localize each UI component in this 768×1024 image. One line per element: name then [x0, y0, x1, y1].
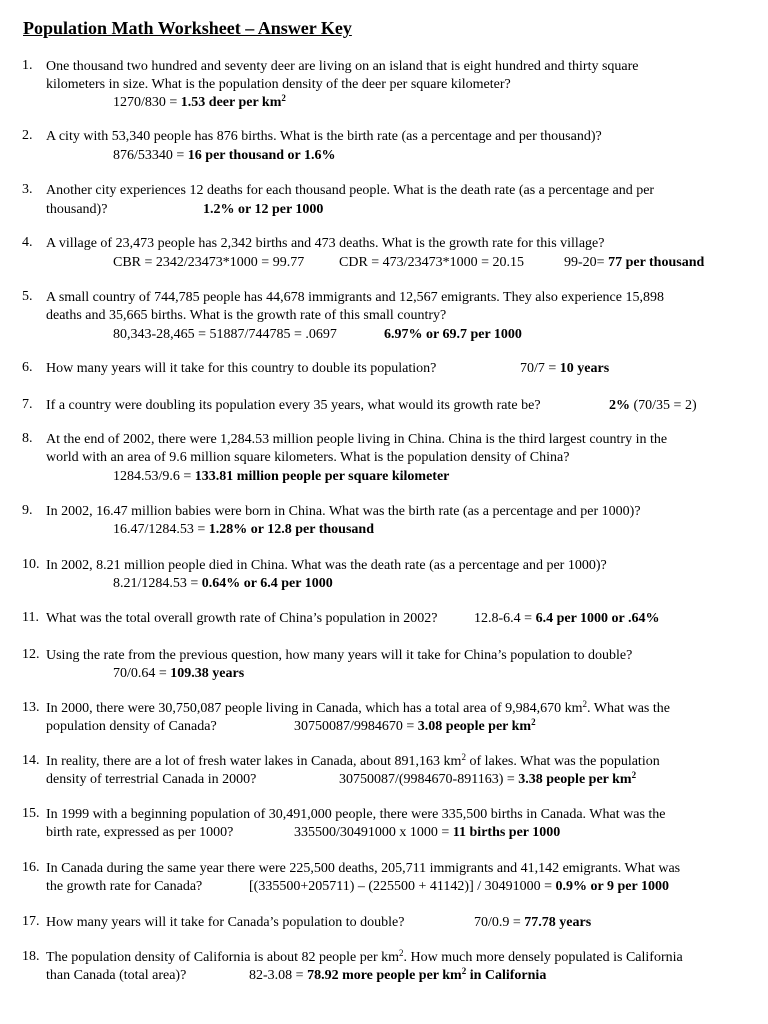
answer-line: [564, 254, 704, 272]
answer-line: [113, 575, 333, 593]
calculation: 82-3.08 =: [249, 968, 308, 983]
question-text: What was the total overall growth rate of China’s population in 2002?: [46, 611, 438, 626]
question-text: density of terrestrial Canada in 2000?: [46, 772, 257, 787]
question-text: Another city experiences 12 deaths for each thousand people. What is the death rate (as a percentage and per: [46, 183, 655, 198]
question-text: In reality, there are a lot of fresh water lakes in Canada, about 891,163 $km^2$ of lakes. What was the population: [46, 752, 660, 769]
calculation: 70/0.64 =: [113, 666, 171, 681]
question-number: 13.: [22, 700, 40, 715]
question-text: thousand)?: [46, 202, 108, 217]
answer: 77 per thousand: [608, 255, 705, 270]
question-number: 12.: [22, 647, 40, 662]
question-text: At the end of 2002, there were 1,284.53 million people living in China. China is the third largest country in the: [46, 432, 668, 447]
question-number: 15.: [22, 806, 40, 821]
answer: 16 per thousand or 1.6%: [187, 148, 336, 163]
answer-line: [113, 521, 374, 539]
answer-line: [113, 94, 286, 112]
page-title: Population Math Worksheet – Answer Key: [23, 18, 352, 38]
question-number: 16.: [22, 860, 40, 875]
answer-line: [249, 878, 669, 896]
superscript: 2: [281, 93, 286, 103]
question-number: 14.: [22, 753, 40, 768]
calculation: 30750087/(9984670-891163) =: [339, 772, 519, 787]
superscript: 2: [631, 770, 637, 780]
answer-line: [339, 771, 636, 789]
calculation: 876/53340 =: [113, 148, 188, 163]
question-text: Using the rate from the previous question, how many years will it take for China’s population to double?: [46, 648, 633, 663]
answer: 1.2% or 12 per 1000: [203, 202, 324, 217]
answer: 6.4 per 1000 or .64%: [535, 611, 660, 626]
superscript: 2: [399, 948, 404, 958]
question-text: A small country of 744,785 people has 44,678 immigrants and 12,567 emigrants. They also experience 15,898: [46, 290, 664, 305]
answer: 11 births per 1000: [452, 825, 561, 840]
calculation: 70/0.9 =: [474, 915, 525, 930]
question-number: 6.: [22, 360, 33, 375]
calculation: 1270/830 =: [113, 95, 181, 110]
calculation: 16.47/1284.53 =: [113, 522, 209, 537]
calculation: 30750087/9984670 =: [294, 719, 418, 734]
superscript: 2: [582, 699, 588, 709]
answer-line: [249, 967, 546, 985]
answer: 78.92 more people per $km^2$ in California: [307, 966, 547, 983]
answer: 77.78 years: [524, 915, 592, 930]
superscript: 2: [531, 717, 536, 727]
answer-line: [113, 147, 335, 165]
question-text: In Canada during the same year there were 225,500 deaths, 205,711 immigrants and 41,142 emigrants. What was: [46, 861, 681, 876]
calculation: 335500/30491000 x 1000 =: [294, 825, 453, 840]
answer: 3.38 people per $km^2$: [518, 770, 637, 787]
question-text: One thousand two hundred and seventy deer are living on an island that is eight hundred and thirty square: [46, 59, 639, 74]
calculation: 70/7 =: [520, 361, 560, 376]
answer: 2%: [609, 398, 630, 413]
calculation: [(335500+205711) – (225500 + 41142)] / 30491000 =: [249, 879, 556, 894]
answer-line: [203, 201, 323, 219]
calculation: (70/35 = 2): [630, 398, 697, 413]
question-number: 11.: [22, 610, 39, 625]
cdr-calculation: CDR = 473/23473*1000 = 20.15: [339, 255, 524, 270]
question-number: 1.: [22, 58, 33, 73]
answer: 6.97% or 69.7 per 1000: [384, 327, 522, 342]
calculation: 12.8-6.4 =: [474, 611, 536, 626]
answer: 133.81 million people per square kilometer: [194, 469, 450, 484]
answer: 0.9% or 9 per 1000: [555, 879, 669, 894]
answer: 3.08 people per $km^2$: [417, 717, 536, 734]
calculation: 99-20=: [564, 255, 609, 270]
calculation: 1284.53/9.6 =: [113, 469, 195, 484]
question-number: 10.: [22, 557, 40, 572]
question-number: 9.: [22, 503, 33, 518]
question-text: If a country were doubling its population every 35 years, what would its growth rate be?: [46, 398, 541, 413]
question-text: In 2002, 16.47 million babies were born in China. What was the birth rate (as a percentage and per 1000)?: [46, 504, 641, 519]
calculation: 80,343-28,465 = 51887/744785 = .0697: [113, 327, 337, 342]
question-text: How many years will it take for Canada’s population to double?: [46, 915, 405, 930]
cbr-calculation: CBR = 2342/23473*1000 = 99.77: [113, 255, 305, 270]
answer-line: [113, 468, 449, 486]
answer-line: [520, 360, 609, 378]
answer-line: [294, 824, 560, 842]
question-number: 17.: [22, 914, 40, 929]
question-text: In 2002, 8.21 million people died in China. What was the death rate (as a percentage and per 1000)?: [46, 558, 607, 573]
question-text: population density of Canada?: [46, 719, 217, 734]
superscript: 2: [461, 966, 467, 976]
answer-line: [474, 914, 591, 932]
question-text: A village of 23,473 people has 2,342 births and 473 deaths. What is the growth rate for this village?: [46, 236, 605, 251]
question-text: In 2000, there were 30,750,087 people living in Canada, which has a total area of 9,984,670 $km^2$. What was the: [46, 699, 670, 716]
question-text: world with an area of 9.6 million square kilometers. What is the population density of China?: [46, 450, 570, 465]
calculation: 8.21/1284.53 =: [113, 576, 202, 591]
question-number: 2.: [22, 128, 33, 143]
answer: 0.64% or 6.4 per 1000: [201, 576, 333, 591]
answer-line: [474, 610, 659, 628]
question-text: the growth rate for Canada?: [46, 879, 203, 894]
question-text: deaths and 35,665 births. What is the growth rate of this small country?: [46, 308, 447, 323]
question-text: birth rate, expressed as per 1000?: [46, 825, 234, 840]
answer-line: [113, 665, 244, 683]
answer: 10 years: [559, 361, 610, 376]
answer-line: [609, 397, 697, 415]
question-text: A city with 53,340 people has 876 births. What is the birth rate (as a percentage and per thousand)?: [46, 129, 602, 144]
question-text: kilometers in size. What is the population density of the deer per square kilometer?: [46, 77, 511, 92]
question-number: 3.: [22, 182, 33, 197]
question-text: than Canada (total area)?: [46, 968, 187, 983]
answer: 1.28% or 12.8 per thousand: [208, 522, 374, 537]
question-number: 8.: [22, 431, 33, 446]
question-text: The population density of California is about 82 people per $km^2$. How much more densely populated is California: [46, 948, 683, 965]
question-number: 18.: [22, 949, 40, 964]
answer-line: [384, 326, 522, 344]
question-text: In 1999 with a beginning population of 30,491,000 people, there were 335,500 births in Canada. What was the: [46, 807, 666, 822]
question-number: 7.: [22, 397, 33, 412]
question-text: How many years will it take for this country to double its population?: [46, 361, 437, 376]
answer: 1.53 deer per $km^2$: [180, 93, 286, 110]
superscript: 2: [461, 752, 466, 762]
question-number: 4.: [22, 235, 33, 250]
question-number: 5.: [22, 289, 33, 304]
answer: 109.38 years: [170, 666, 245, 681]
answer-line: [294, 718, 536, 736]
